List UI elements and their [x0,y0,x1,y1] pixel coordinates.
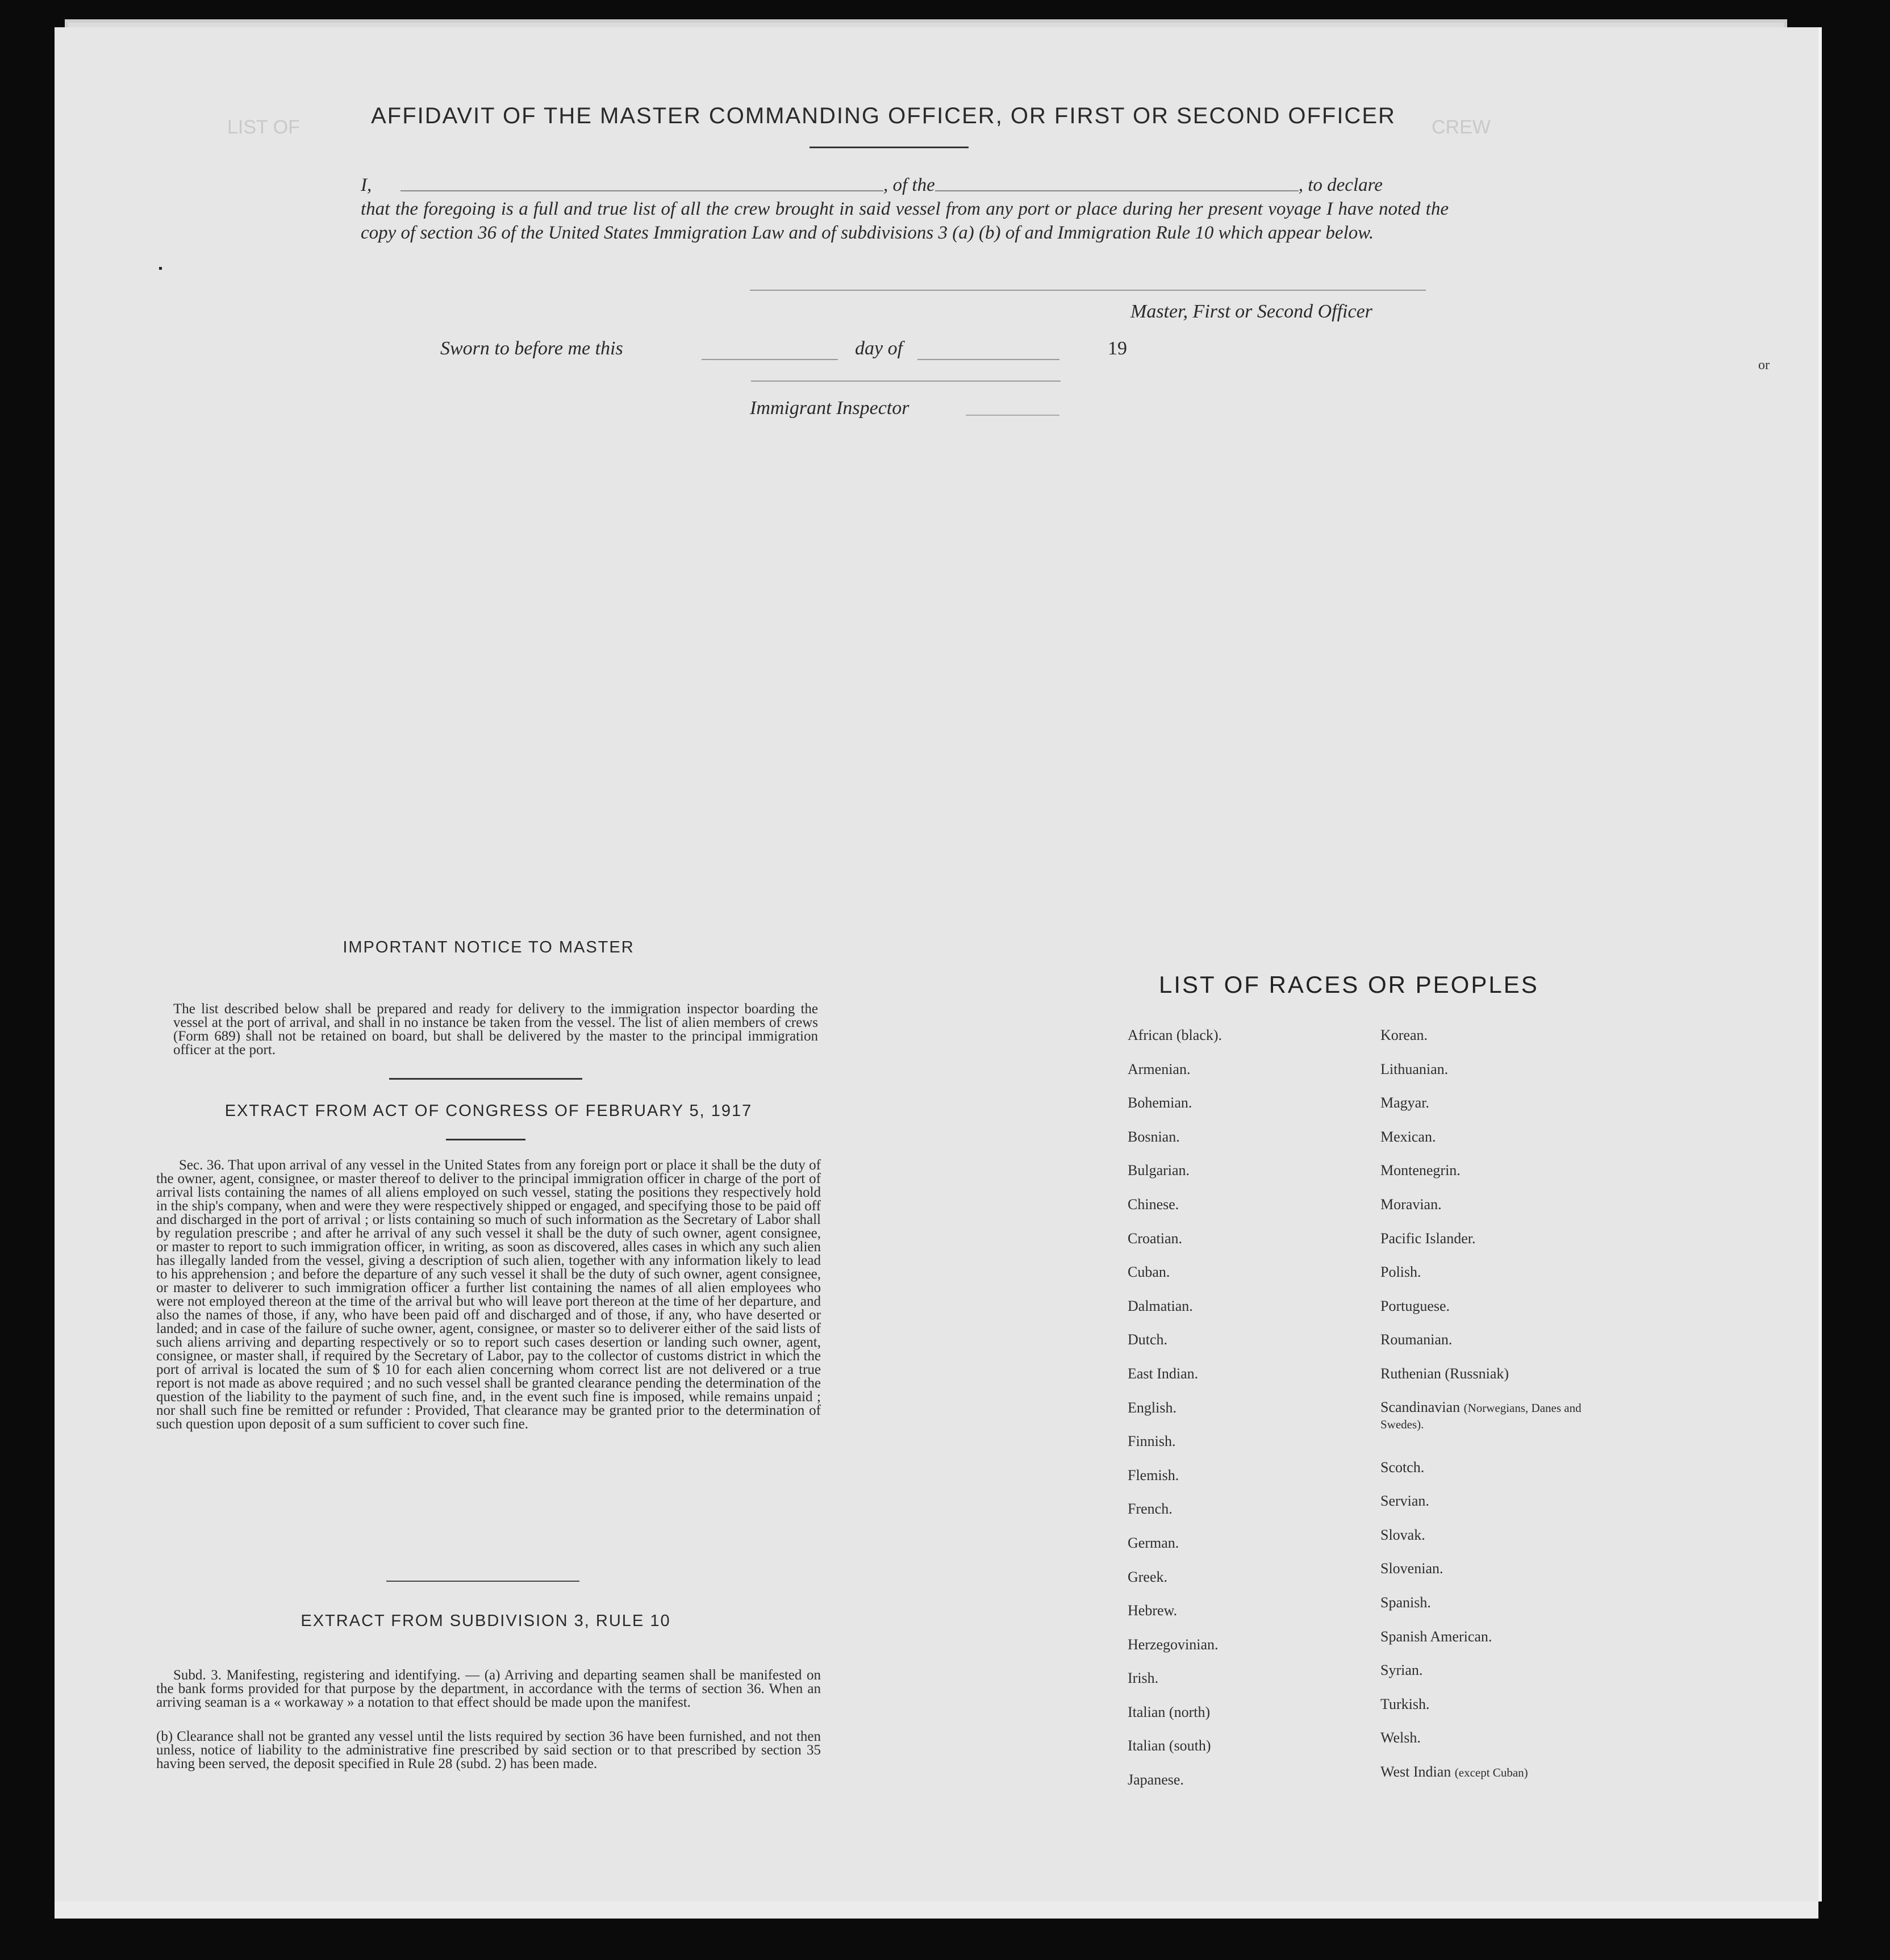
race-item: Bosnian. [1128,1128,1180,1145]
race-scandinavian-name: Scandinavian [1380,1398,1461,1415]
race-item: French. [1128,1501,1173,1518]
day-of-label: day of [855,338,903,359]
race-item: Irish. [1128,1670,1159,1687]
inspector-signature-line[interactable] [751,381,1061,382]
race-item: Scotch. [1380,1458,1425,1476]
race-item: Lithuanian. [1380,1060,1449,1077]
inspector-label: Immigrant Inspector [750,398,909,419]
race-item: Dutch. [1128,1331,1168,1348]
race-item: Slovenian. [1380,1560,1443,1577]
bleed-through: LIST OF [227,116,300,138]
of-the-label: , of the [883,175,935,195]
races-column-1 [1128,1027,1222,1806]
race-item: Turkish. [1380,1695,1430,1712]
race-item: Syrian. [1380,1662,1423,1679]
day-field[interactable] [702,359,838,360]
race-item: Spanish. [1380,1594,1431,1611]
race-item: Mexican. [1380,1128,1436,1145]
race-west-indian-name: West Indian [1380,1763,1451,1780]
races-column-2-group-a [1380,1027,1596,1399]
race-scandinavian [1380,1399,1596,1459]
races-column-2-group-b [1380,1459,1596,1763]
race-item: Ruthenian (Russniak) [1380,1365,1509,1382]
race-item: Spanish American. [1380,1628,1492,1645]
race-item: Croatian. [1128,1230,1183,1247]
notice-rule [389,1078,582,1080]
signature-line[interactable] [750,290,1426,291]
i-label: I, [361,175,372,195]
month-field[interactable] [917,359,1059,360]
race-item: Montenegrin. [1380,1162,1461,1179]
race-item: Finnish. [1128,1433,1176,1450]
race-item: Welsh. [1380,1729,1421,1746]
sworn-label: Sworn to before me this [440,338,623,359]
affidavit-declaration [361,173,1449,245]
to-declare-label: , to declare [1298,175,1383,195]
races-column-2 [1380,1027,1596,1797]
rule-extract-text-a: Subd. 3. Manifesting, registering and identifying. — (a) Arriving and departing seamen shall be manifested on the bank forms provided for that purpose by the department, in accordance with the terms of section 36. When an arriving seaman is a « workaway » a notation to that effect should be made upon the manifest. [156,1668,821,1710]
race-item: Hebrew. [1128,1602,1178,1619]
race-item: Bohemian. [1128,1094,1192,1111]
year-prefix: 19 [1108,338,1127,359]
race-item: English. [1128,1399,1176,1416]
race-west-indian-note: (except Cuban) [1454,1765,1528,1779]
race-item: Flemish. [1128,1466,1179,1483]
title-rule [810,147,969,148]
signature-label: Master, First or Second Officer [1130,301,1372,322]
race-item: Cuban. [1128,1264,1170,1281]
race-item: Roumanian. [1380,1331,1453,1348]
race-item: Greek. [1128,1568,1168,1585]
notice-title: IMPORTANT NOTICE TO MASTER [343,938,635,956]
act-end-rule [386,1581,579,1582]
race-item: African (black). [1128,1027,1223,1043]
declaration-text: that the foregoing is a full and true list of all the crew brought in said vessel from any port or place during her present voyage I have noted the copy of section 36 of the United States Immigration Law and of subdivisions 3 (a) (b) of and Immigration Rule 10 which appear below. [361,199,1449,243]
race-item: Polish. [1380,1264,1421,1281]
race-item: Pacific Islander. [1380,1230,1476,1247]
act-rule [446,1139,525,1140]
race-item: Slovak. [1380,1526,1425,1543]
act-extract-title: EXTRACT FROM ACT OF CONGRESS OF FEBRUARY 5, 1917 [224,1102,753,1120]
bottom-strip [55,1902,1818,1919]
race-item: Chinese. [1128,1196,1179,1213]
race-item: Moravian. [1380,1196,1442,1213]
race-item: Italian (north) [1128,1703,1211,1720]
declaration-first-line [361,173,1449,197]
affidavit-title: AFFIDAVIT OF THE MASTER COMMANDING OFFICER, OR FIRST OR SECOND OFFICER [371,103,1396,128]
race-item: Bulgarian. [1128,1162,1190,1179]
inspector-underline [966,415,1059,416]
race-west-indian [1380,1763,1596,1798]
margin-or-label: or [1758,358,1770,373]
race-item: German. [1128,1534,1179,1551]
name-field[interactable] [400,173,883,191]
race-item: Magyar. [1380,1094,1429,1111]
ink-dot [159,267,162,270]
race-item: Portuguese. [1380,1297,1450,1314]
rule-extract-title: EXTRACT FROM SUBDIVISION 3, RULE 10 [301,1612,671,1630]
race-item: Japanese. [1128,1771,1184,1788]
races-title: LIST OF RACES OR PEOPLES [1159,971,1539,998]
race-item: Herzegovinian. [1128,1636,1219,1653]
race-item: Dalmatian. [1128,1297,1193,1314]
race-item: Korean. [1380,1027,1428,1043]
race-item: Armenian. [1128,1060,1191,1077]
race-item: Italian (south) [1128,1737,1211,1754]
rule-extract-text-b: (b) Clearance shall not be granted any vessel until the lists required by section 36 have been furnished, and not then unless, notice of liability to the administrative fine prescribed by said section or to that prescribed by section 35 having been served, the deposit specified in Rule 28 (subd. 2) has been made. [156,1729,821,1771]
race-item: East Indian. [1128,1365,1199,1382]
act-extract-text: Sec. 36. That upon arrival of any vessel in the United States from any foreign port or place it shall be the duty of the owner, agent, consignee, or master thereof to deliver to the principal immigration officer in charge of the port of arrival lists containing the names of all aliens employed on such vessel, stating the positions they respectively hold in the ship's company, when and were they were respectively shipped or engaged, and specifying those to be paid off and discharged in the port of arrival ; or lists containing so much of such information as the Secretary of Labor shall by regulation prescribe ; and after he arrival of any such vessel it shall be the duty of such owner, agent consignee, or master to report to such immigration officer, in writing, as soon as discovered, alles cases in which any such alien has illegally landed from the vessel, giving a description of such alien, together with any information likely to lead to his apprehension ; and before the departure of any such vessel it shall be the duty of such owner, agent consignee, or master to deliverer to such immigration officer a further list containing the names of all alien employees who were not employed thereon at the time of the arrival but who will leave port thereon at the time of her departure, and also the names of those, if any, who have been paid off and discharged and of those, if any, who have deserted or landed; and in case of the failure of suche owner, agent, consignee, or master so to deliverer either of the said lists of such aliens arriving and departing respectively or so to report such cases desertion or landing such owner, agent, consignee, or master shall, if required by the Secretary of Labor, pay to the collector of customs district in which the port of arrival is located the sum of $ 10 for each alien concerning whom correct list are not delivered or a true report is not made as above required ; and no such vessel shall be granted clearance pending the determination of the question of the liability to the payment of such fine, and, in the event such fine is imposed, while remains unpaid ; nor shall such fine be remitted or refunder : Provided, That clearance may be granted prior to the determination of such question upon deposit of a sum sufficient to cover such fine. [156,1157,821,1432]
notice-text: The list described below shall be prepared and ready for delivery to the immigration inspector boarding the vessel at the port of arrival, and shall in no instance be taken from the vessel. The list of alien members of crews (Form 689) shall not be retained on board, but shall be delivered by the master to the principal immigration officer at the port. [173,1001,818,1058]
vessel-field[interactable] [935,173,1299,191]
race-scandinavian-note: (Norwegians, Danes and Swedes). [1380,1401,1582,1431]
race-item: Servian. [1380,1493,1429,1510]
bleed-through: CREW [1432,116,1491,138]
